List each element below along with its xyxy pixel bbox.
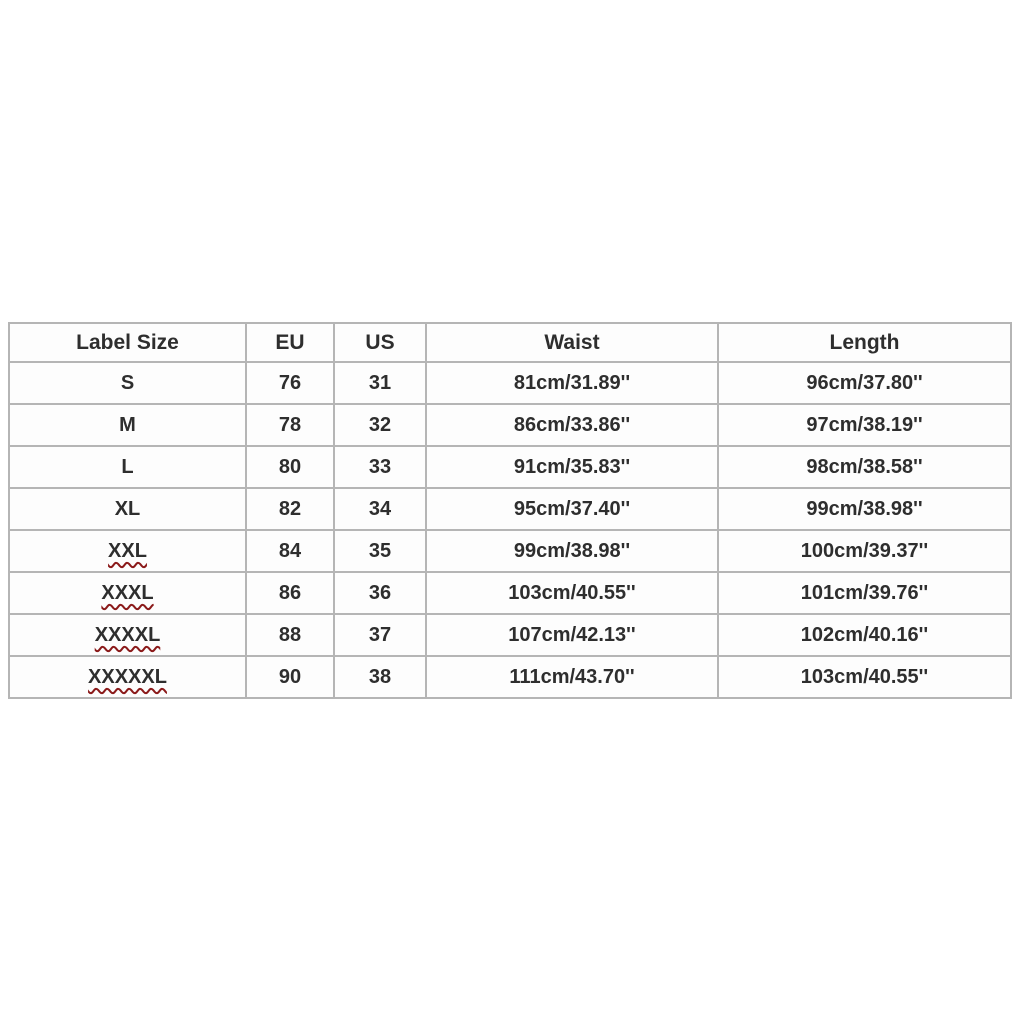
eu-cell: 76 (246, 362, 334, 404)
table-row-xxl (9, 530, 1011, 572)
length-cell: 98cm/38.58'' (718, 446, 1011, 488)
waist-cell: 95cm/37.40'' (426, 488, 718, 530)
waist-cell: 81cm/31.89'' (426, 362, 718, 404)
size-chart-table (8, 322, 1012, 699)
us-cell: 36 (334, 572, 426, 614)
label-size-cell: XXXXL (9, 614, 246, 656)
length-cell: 99cm/38.98'' (718, 488, 1011, 530)
us-cell: 38 (334, 656, 426, 698)
waist-cell: 86cm/33.86'' (426, 404, 718, 446)
table-row-m (9, 404, 1011, 446)
label-size-cell: S (9, 362, 246, 404)
table-row-xl (9, 488, 1011, 530)
length-cell: 100cm/39.37'' (718, 530, 1011, 572)
length-cell: 103cm/40.55'' (718, 656, 1011, 698)
us-cell: 32 (334, 404, 426, 446)
waist-cell: 99cm/38.98'' (426, 530, 718, 572)
label-size-cell: M (9, 404, 246, 446)
column-header-label-size: Label Size (9, 323, 246, 362)
column-header-eu: EU (246, 323, 334, 362)
label-size-cell: L (9, 446, 246, 488)
eu-cell: 84 (246, 530, 334, 572)
column-header-length: Length (718, 323, 1011, 362)
us-cell: 37 (334, 614, 426, 656)
table-row-xxxxl (9, 614, 1011, 656)
eu-cell: 82 (246, 488, 334, 530)
length-cell: 96cm/37.80'' (718, 362, 1011, 404)
table-row-s (9, 362, 1011, 404)
label-size-cell: XXL (9, 530, 246, 572)
header-row (9, 323, 1011, 362)
label-size-cell: XXXXXL (9, 656, 246, 698)
us-cell: 33 (334, 446, 426, 488)
us-cell: 34 (334, 488, 426, 530)
waist-cell: 91cm/35.83'' (426, 446, 718, 488)
length-cell: 97cm/38.19'' (718, 404, 1011, 446)
eu-cell: 90 (246, 656, 334, 698)
waist-cell: 111cm/43.70'' (426, 656, 718, 698)
eu-cell: 86 (246, 572, 334, 614)
table-row-xxxl (9, 572, 1011, 614)
column-header-waist: Waist (426, 323, 718, 362)
column-header-us: US (334, 323, 426, 362)
length-cell: 101cm/39.76'' (718, 572, 1011, 614)
eu-cell: 78 (246, 404, 334, 446)
table-row-l (9, 446, 1011, 488)
table-row-xxxxxl (9, 656, 1011, 698)
length-cell: 102cm/40.16'' (718, 614, 1011, 656)
label-size-cell: XL (9, 488, 246, 530)
us-cell: 35 (334, 530, 426, 572)
waist-cell: 107cm/42.13'' (426, 614, 718, 656)
label-size-cell: XXXL (9, 572, 246, 614)
eu-cell: 80 (246, 446, 334, 488)
waist-cell: 103cm/40.55'' (426, 572, 718, 614)
us-cell: 31 (334, 362, 426, 404)
eu-cell: 88 (246, 614, 334, 656)
